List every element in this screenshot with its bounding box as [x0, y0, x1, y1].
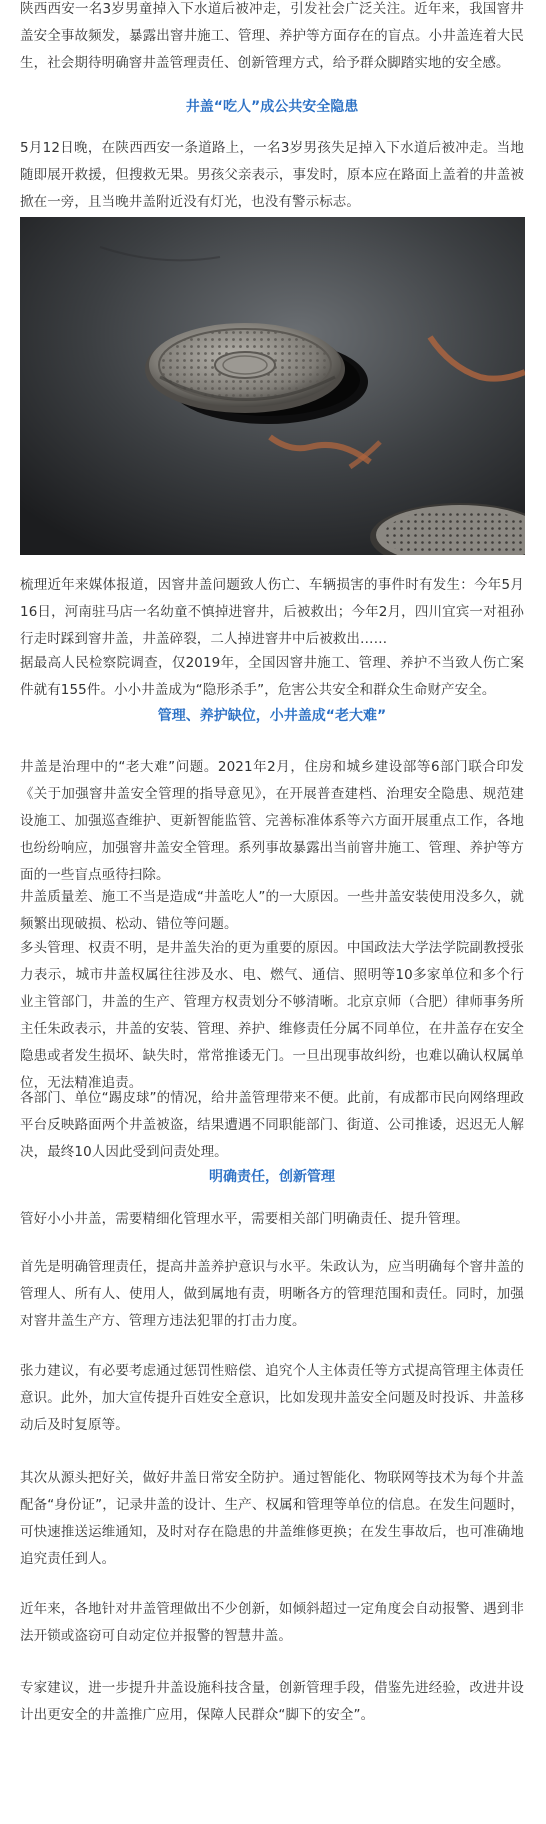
section3-paragraph-4: 其次从源头把好关，做好井盖日常安全防护。通过智能化、物联网等技术为每个井盖配备“身份证”，记录井盖的设计、生产、权属和管理等单位的信息。在发生问题时，可快速推送运维通知，及时对存在隐患的井盖维修更换；在发生事故后，也可准确地追究责任到人。: [20, 1470, 524, 1567]
section1-paragraph-1: 5月12日晚，在陕西西安一条道路上，一名3岁男孩失足掉入下水道后被冲走。当地随即展开救援，但搜救无果。男孩父亲表示，事发时，原本应在路面上盖着的井盖被掀在一旁，且当晚井盖附近没有灯光，也没有警示标志。: [20, 140, 524, 210]
section2-paragraph-2: 井盖质量差、施工不当是造成“井盖吃人”的一大原因。一些井盖安装使用没多久，就频繁出现破损、松动、错位等问题。: [20, 889, 524, 932]
manhole-photo-graphic: [20, 217, 525, 555]
section3-paragraph-1: 管好小小井盖，需要精细化管理水平，需要相关部门明确责任、提升管理。: [20, 1211, 469, 1227]
section1-paragraph-3: 据最高人民检察院调查，仅2019年，全国因窨井施工、管理、养护不当致人伤亡案件就有155件。小小井盖成为“隐形杀手”，危害公共安全和群众生命财产安全。: [20, 655, 524, 698]
manhole-cover-photo: [20, 217, 525, 555]
section3-paragraph-2: 首先是明确管理责任，提高井盖养护意识与水平。朱政认为，应当明确每个窨井盖的管理人、所有人、使用人，做到属地有责，明晰各方的管理范围和责任。同时，加强对窨井盖生产方、管理方违法犯罪的打击力度。: [20, 1259, 524, 1329]
section3-paragraph-6: 专家建议，进一步提升井盖设施科技含量，创新管理手段，借鉴先进经验，改进井设计出更安全的井盖推广应用，保障人民群众“脚下的安全”。: [20, 1680, 524, 1723]
section3-paragraph-5: 近年来，各地针对井盖管理做出不少创新，如倾斜超过一定角度会自动报警、遇到非法开锁或盗窃可自动定位并报警的智慧井盖。: [20, 1601, 524, 1644]
section1-paragraph-2: 梳理近年来媒体报道，因窨井盖问题致人伤亡、车辆损害的事件时有发生：今年5月16日，河南驻马店一名幼童不慎掉进窨井，后被救出；今年2月，四川宜宾一对祖孙行走时踩到窨井盖，井盖碎裂，二人掉进窨井中后被救出……: [20, 577, 524, 647]
section-heading-1: 井盖“吃人”成公共安全隐患: [185, 99, 359, 115]
section-heading-3: 明确责任，创新管理: [209, 1169, 335, 1185]
section2-paragraph-1: 井盖是治理中的“老大难”问题。2021年2月，住房和城乡建设部等6部门联合印发《关于加强窨井盖安全管理的指导意见》，在开展普查建档、治理安全隐患、规范建设施工、加强巡查维护、更新智能监管、完善标准体系等六方面开展重点工作，各地也纷纷响应，加强窨井盖安全管理。系列事故暴露出当前窨井施工、管理、养护等方面的一些盲点亟待扫除。: [20, 759, 524, 883]
intro-paragraph: 陕西西安一名3岁男童掉入下水道后被冲走，引发社会广泛关注。近年来，我国窨井盖安全事故频发，暴露出窨井施工、管理、养护等方面存在的盲点。小井盖连着大民生，社会期待明确窨井盖管理责任、创新管理方式，给予群众脚踏实地的安全感。: [20, 1, 524, 71]
section-heading-2: 管理、养护缺位，小井盖成“老大难”: [157, 708, 387, 724]
section2-paragraph-3: 多头管理、权责不明，是井盖失治的更为重要的原因。中国政法大学法学院副教授张力表示，城市井盖权属往往涉及水、电、燃气、通信、照明等10多家单位和多个行业主管部门，井盖的生产、管理方权责划分不够清晰。北京京师（合肥）律师事务所主任朱政表示，井盖的安装、管理、养护、维修责任分属不同单位，在井盖存在安全隐患或者发生损坏、缺失时，常常推诿无门。一旦出现事故纠纷，也难以确认权属单位，无法精准追责。: [20, 940, 524, 1091]
section2-paragraph-4: 各部门、单位“踢皮球”的情况，给井盖管理带来不便。此前，有成都市民向网络理政平台反映路面两个井盖被盗，结果遭遇不同职能部门、街道、公司推诿，迟迟无人解决，最终10人因此受到问责处理。: [20, 1090, 524, 1160]
section3-paragraph-3: 张力建议，有必要考虑通过惩罚性赔偿、追究个人主体责任等方式提高管理主体责任意识。此外，加大宣传提升百姓安全意识，比如发现井盖安全问题及时投诉、井盖移动后及时复原等。: [20, 1363, 524, 1433]
